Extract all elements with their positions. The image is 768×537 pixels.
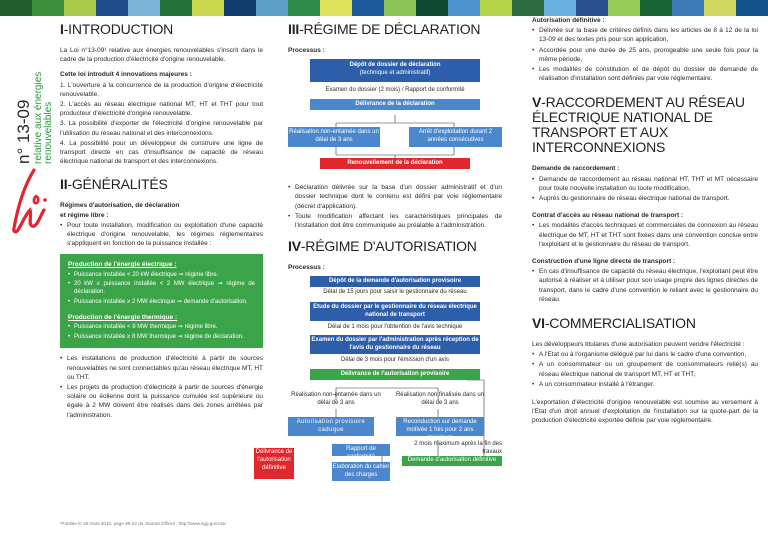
elec-title: Production de l'énergie électrique : <box>68 261 177 269</box>
ligne-title: Construction d'une ligne directe de transport : <box>532 258 676 266</box>
innovations-title: Cette loi introduit 4 innovations majeures : <box>60 71 192 79</box>
contrat-title: Contrat d'accès au réseau national de transport : <box>532 212 684 220</box>
flow-auth-reconduction: Reconduction sur demande motivée 1 fois pour 2 ans maximum <box>396 417 484 436</box>
flow-auth-elaboration: Elaboration du cahier des charges <box>332 462 390 481</box>
regimes-list <box>60 221 263 249</box>
top-bar-segment <box>640 0 672 16</box>
flow-auth-deux-mois: 2 mois maximum après la fin des travaux <box>414 441 502 456</box>
ligne-point: • En cas d'insuffisance de capacité du réseau électrique, l'exploitant peut être autorisé à réaliser et à utiliser pour son usage propre des lignes directes de transport, dans le cadre d'une convention le reliant avec le gestionnaire du réseau. <box>532 267 758 304</box>
innovation-item: 2. L'accès au réseau électrique national MT, HT et THT pour tout producteur d'électricité d'origine renouvelable. <box>60 101 263 118</box>
declaration-point: • Déclaration délivrée sur la base d'un dossier administratif et d'un dossier technique dont le contenu est défini par voie réglementaire (décret d'application). <box>288 183 502 211</box>
flow-decl-delivrance: Délivrance de la déclaration <box>310 99 480 110</box>
com-point: • A un consommateur ou un groupement de consommateurs relié(s) au réseau électrique national de transport MT, HT et THT, <box>532 360 758 378</box>
top-bar-segment <box>480 0 512 16</box>
flow-auth-real-fin: Réalisation non finalisée dans un délai de 3 ans <box>395 392 485 407</box>
elec-item: • 20 kW ≤ puissance installée < 2 MW électrique ➞ régime de déclaration. <box>68 280 255 297</box>
footnote: ¹Publiée le 18 mars 2010, page 99-22 du Journal Officiel : http://www.sgg.gov.ma/ <box>60 521 226 526</box>
declaration-point: • Toute modification affectant les caractéristiques principales de l'installation doit être communiquée au préalable à l'administration. <box>288 212 502 230</box>
flow-auth-real-non: Réalisation non-entamée dans un délai de 3 ans <box>291 392 381 407</box>
law-subtitle-line2: renouvelables <box>43 101 54 164</box>
authorization-flowchart <box>255 276 502 481</box>
contrat-point: • Les modalités d'accès techniques et commerciales de connexion au réseau électrique de MT, HT et THT sont fixées dans une convention conclue entre l'exploitant et le gestionnaire du réseau de transport. <box>532 221 758 249</box>
top-bar-segment <box>256 0 288 16</box>
innovation-item: 4. La possibilité pour un développeur de construire une ligne de transport directe en cas d'insuffisance de capacité de réseau électrique national de transport et des interconnexions. <box>60 139 263 166</box>
top-bar-segment <box>320 0 352 16</box>
flow-decl-realisation: Réalisation non-entamée dans un délai de 3 ans <box>288 127 380 147</box>
process-label-2: Processus : <box>288 264 325 272</box>
flow-decl-depot: Dépôt de dossier de déclaration (technique et administratif) <box>310 59 480 82</box>
flow-auth-delai1: Délai de 1 mois pour l'obtention de l'avis technique <box>327 324 463 331</box>
column-left <box>60 22 263 421</box>
column-middle <box>255 21 502 481</box>
top-bar-segment <box>128 0 160 16</box>
section-3-title: III-RÉGIME DE DÉCLARATION <box>288 21 481 37</box>
flow-decl-examen: Examen du dossier (2 mois) / Rapport de conformité <box>325 87 465 94</box>
after-box-item: • Les projets de production d'électricité à partir de sources d'énergie solaire ou éolienne dont la puissance cumulée est supérieure ou égale à 2 MW doivent être réalisés dans des zones arrêtées par l'administration. <box>60 383 263 420</box>
therm-item: • Puissance installée < 8 MW thermique ➞ régime libre. <box>68 323 255 331</box>
document-title <box>4 46 54 176</box>
racc-title: Demande de raccordement : <box>532 165 620 173</box>
flow-auth-rapport: Rapport de conformité <box>332 444 390 456</box>
flow-auth-examen: Examen du dossier par l'administration après réception de l'avis du gestionnaire du réseau <box>310 335 480 354</box>
com-intro: Les développeurs titulaires d'une autorisation peuvent vendre l'électricité : <box>532 341 745 349</box>
innovation-item: 1. L'ouverture à la concurrence de la production d'origine d'électricité renouvelable. <box>60 81 263 98</box>
section-1-title: I-INTRODUCTION <box>60 21 174 37</box>
flow-auth-delivrance: Délivrance de l'autorisation provisoire <box>310 369 480 380</box>
def-point: • Les modalités de constitution et de dépôt du dossier de demande de réalisation d'installation sont définies par voie réglementaire. <box>532 65 758 83</box>
declaration-points <box>288 183 502 230</box>
therm-list <box>68 323 255 341</box>
flow-decl-arret: Arrêt d'exploitation durant 2 années consécutives <box>409 127 502 147</box>
therm-item: • Puissance installée ≥ 8 MW thermique ➞ régime de déclaration. <box>68 333 255 341</box>
regimes-title: Régimes d'autorisation, de déclaration et régime libre : <box>60 202 180 219</box>
racc-point: • Auprès du gestionnaire de réseau électrique national de transport. <box>532 194 758 203</box>
top-bar-segment <box>544 0 576 16</box>
section-5-title: V-RACCORDEMENT AU RÉSEAU ÉLECTRIQUE NATIONAL DE TRANSPORT ET AUX INTERCONNEXIONS <box>532 94 745 156</box>
com-point: • A l'Etat ou à l'organisme délégué par lui dans le cadre d'une convention, <box>532 350 758 359</box>
top-bar-segment <box>736 0 768 16</box>
top-bar-segment <box>32 0 64 16</box>
ligne-points <box>532 267 758 304</box>
after-box-list <box>60 354 263 419</box>
def-point: • Accordée pour une durée de 25 ans, prorogeable une seule fois pour la même période, <box>532 46 758 64</box>
innovations-list <box>60 81 263 167</box>
top-bar-segment <box>288 0 320 16</box>
top-bar-segment <box>448 0 480 16</box>
top-bar-segment <box>512 0 544 16</box>
com-export: L'exportation d'électricité d'origine renouvelable est soumise au versement à l'Etat d'un droit annuel d'exploitation de l'installation sur la quote-part de la production d'électricité exportée définie par voie réglementaire. <box>532 399 758 425</box>
flow-decl-renouvellement: Renouvellement de la déclaration <box>320 158 470 169</box>
top-bar-segment <box>416 0 448 16</box>
top-bar-segment <box>576 0 608 16</box>
law-number: n° 13-09 <box>14 99 33 164</box>
declaration-flowchart <box>288 59 502 169</box>
top-bar-segment <box>672 0 704 16</box>
racc-point: • Demande de raccordement au réseau national HT, THT et MT nécessaire pour toute nouvelle installation ou toute modification, <box>532 175 758 193</box>
flow-auth-etude: Etude du dossier par le gestionnaire du réseau électrique national de transport <box>310 302 480 321</box>
flow-auth-delai15: Délai de 15 jours pour saisir le gestionnaire du réseau <box>323 289 467 296</box>
flow-auth-caduque: Autorisation provisoire caduque <box>288 417 374 436</box>
after-box-item: • Les installations de production d'électricité à partir de sources renouvelables ne sont connectables qu'au réseau électrique MT, HT ou THT. <box>60 354 263 382</box>
def-point: • Délivrée sur la base de critères définis dans les articles de 8 à 12 de la loi 13-09 et des textes pris pour son application, <box>532 26 758 44</box>
com-point: • A un consommateur installé à l'étranger. <box>532 380 758 389</box>
law-subtitle <box>34 72 54 164</box>
top-bar-segment <box>64 0 96 16</box>
intro-text: La Loi n°13-09¹ relative aux énergies renouvelables s'inscrit dans le cadre de la production d'électricité d'origine renouvelable. <box>60 47 263 64</box>
top-bar-segment <box>160 0 192 16</box>
top-bar-segment <box>352 0 384 16</box>
therm-title: Production de l'énergie thermique : <box>68 314 178 322</box>
top-bar-segment <box>608 0 640 16</box>
com-points <box>532 350 758 389</box>
top-bar-segment <box>704 0 736 16</box>
section-2-title: II-GÉNÉRALITÉS <box>60 176 168 193</box>
top-bar-segment <box>192 0 224 16</box>
sidebar <box>0 16 56 537</box>
section-4-title: IV-RÉGIME D'AUTORISATION <box>288 238 477 255</box>
regimes-text: • Pour toute installation, modification ou exploitation d'une capacité électrique d'origine renouvelable, les régimes réglementaires s'appliquent en fonction de la puissance installée : <box>60 221 263 249</box>
power-thresholds-box <box>60 254 263 348</box>
section-6-title: VI-COMMERCIALISATION <box>532 315 696 332</box>
loi-logo <box>4 166 50 236</box>
def-points <box>532 26 758 83</box>
top-bar-segment <box>0 0 32 16</box>
law-subtitle-line1: relative aux énergies <box>33 71 44 164</box>
top-bar-segment <box>224 0 256 16</box>
top-color-bar <box>0 0 768 16</box>
elec-item: • Puissance installée < 20 kW électrique ➞ régime libre. <box>68 271 255 279</box>
flow-auth-delivrance-def: Délivrance de l'autorisation définitive <box>254 448 294 479</box>
flow-auth-demande-def: Demande d'autorisation définitive <box>402 456 502 466</box>
contrat-points <box>532 221 758 249</box>
elec-item: • Puissance installée ≥ 2 MW électrique ➞ demande d'autorisation. <box>68 298 255 306</box>
innovation-item: 3. La possibilité d'exporter de l'électricité d'origine renouvelable par l'utilisation du réseau national et des interconnexions. <box>60 120 263 137</box>
racc-points <box>532 175 758 204</box>
column-right <box>532 16 758 430</box>
process-label-1: Processus : <box>288 47 325 54</box>
elec-list <box>68 271 255 307</box>
flow-auth-delai3: Délai de 3 mois pour l'émission d'un avis <box>340 357 449 364</box>
top-bar-segment <box>384 0 416 16</box>
top-bar-segment <box>96 0 128 16</box>
flow-auth-depot: Dépôt de la demande d'autorisation provisoire <box>310 276 480 287</box>
def-title: Autorisation définitive : <box>532 17 605 24</box>
